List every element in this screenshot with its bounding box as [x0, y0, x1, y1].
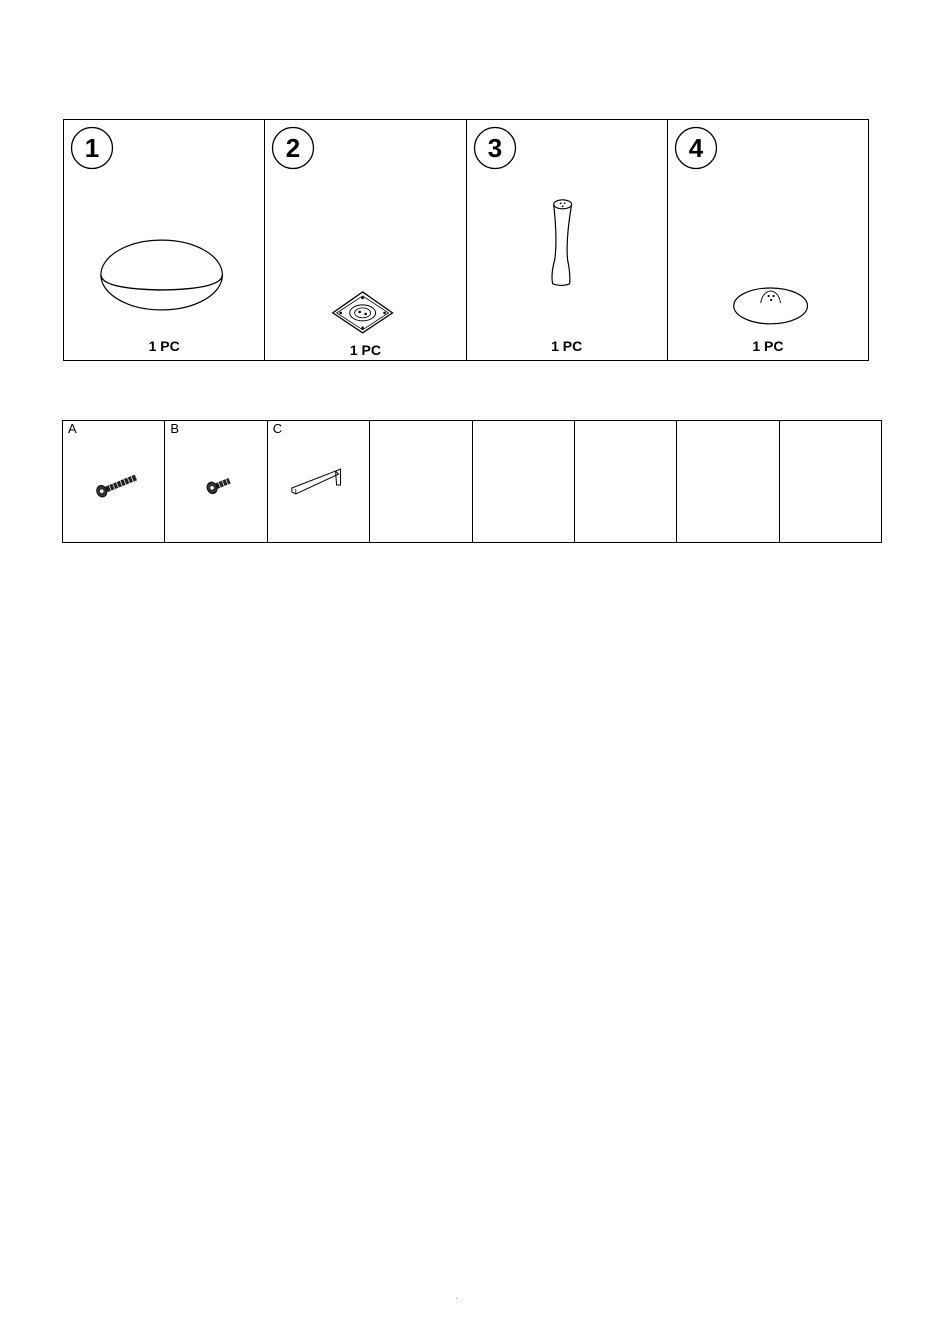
hardware-cell-empty	[780, 421, 881, 542]
part-quantity: 1 PC	[752, 338, 784, 354]
part-cell-4	[668, 120, 868, 360]
hardware-cell-c	[268, 421, 370, 542]
hardware-cell-empty	[575, 421, 677, 542]
part-cell-2	[265, 120, 466, 360]
hardware-letter: B	[170, 421, 180, 436]
part-quantity: 1 PC	[551, 338, 583, 354]
svg-text:2: 2	[286, 133, 301, 163]
allen-key-icon	[268, 461, 369, 511]
part-number-badge	[70, 126, 114, 170]
part-number-badge	[271, 126, 315, 170]
hardware-cell-a	[63, 421, 165, 542]
hardware-cell-empty	[677, 421, 779, 542]
long-bolt-icon	[63, 461, 164, 511]
part-quantity: 1 PC	[148, 338, 180, 354]
parts-list	[63, 119, 869, 361]
hardware-list	[62, 420, 882, 543]
hardware-letter: C	[272, 421, 283, 436]
part-number-badge	[674, 126, 718, 170]
part-quantity: 1 PC	[349, 342, 381, 358]
hardware-cell-b	[165, 421, 267, 542]
svg-text:4: 4	[688, 133, 703, 163]
hardware-cell-empty	[370, 421, 472, 542]
hardware-cell-empty	[473, 421, 575, 542]
page-speck	[456, 1298, 457, 1299]
svg-text:3: 3	[487, 133, 502, 163]
part-cell-3	[467, 120, 668, 360]
hardware-letter: A	[68, 421, 77, 436]
svg-text:1: 1	[84, 133, 100, 163]
part-number-badge	[473, 126, 517, 170]
short-bolt-icon	[165, 461, 266, 511]
part-cell-1	[64, 120, 265, 360]
